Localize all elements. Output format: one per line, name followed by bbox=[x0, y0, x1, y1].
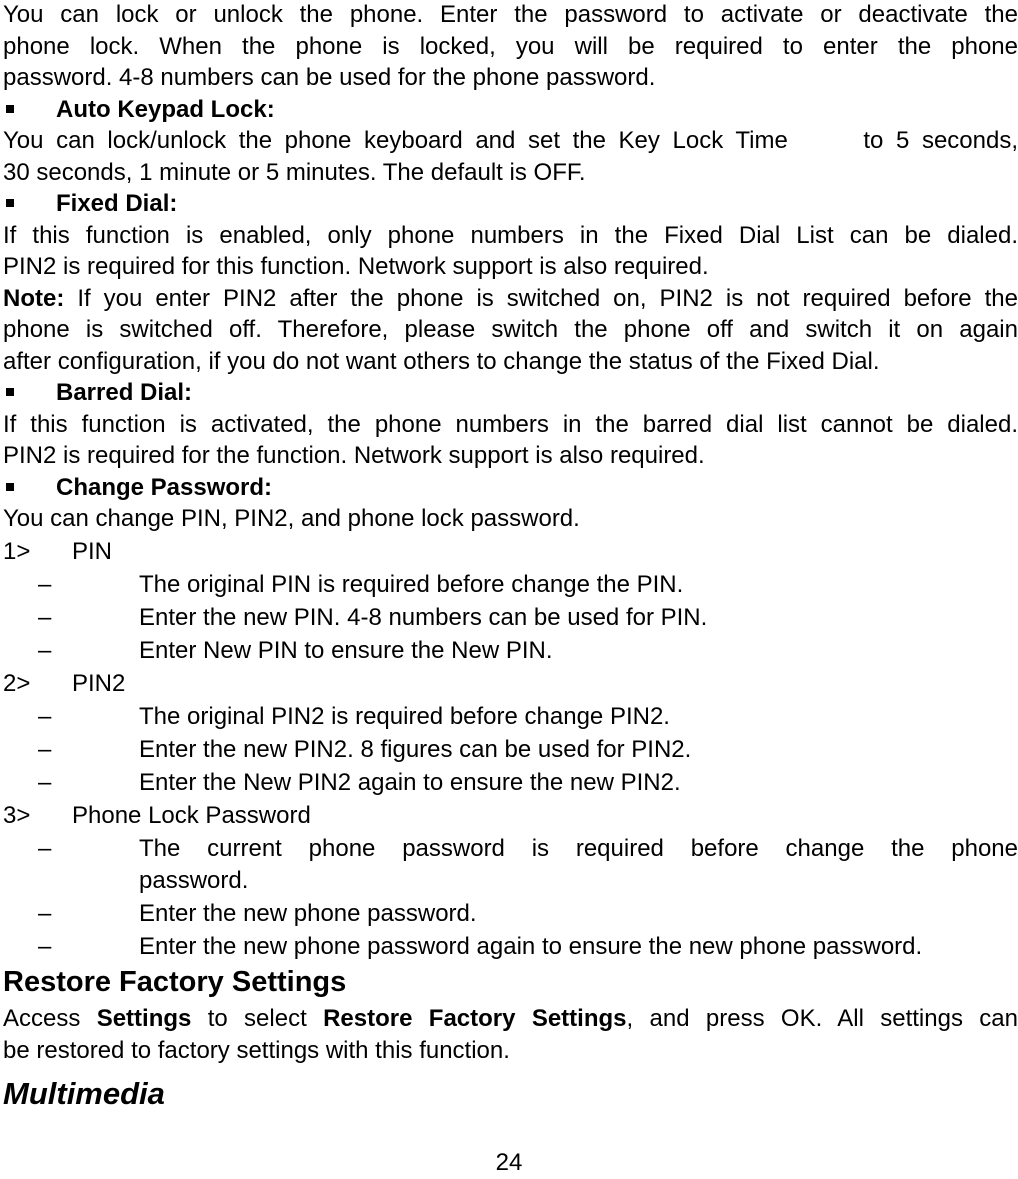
dash-bullet: – bbox=[38, 703, 52, 730]
fixed-dial-line-1: If this function is enabled, only phone numbers in the Fixed Dial List can be dialed. bbox=[3, 221, 1018, 249]
square-bullet-icon bbox=[6, 199, 14, 207]
change-password-line-1: You can change PIN, PIN2, and phone lock password. bbox=[3, 505, 580, 532]
pin2-step-1: – The original PIN2 is required before change PIN2. bbox=[3, 701, 1018, 733]
pin2-step-2: – Enter the new PIN2. 8 figures can be used for PIN2. bbox=[3, 734, 1018, 766]
dash-bullet: – bbox=[38, 769, 52, 796]
fixed-dial-note-line-1: Note: If you enter PIN2 after the phone is switched on, PIN2 is not required before the bbox=[3, 284, 1018, 312]
dash-bullet: – bbox=[38, 604, 52, 631]
fixed-dial-note-line-3: after configuration, if you do not want others to change the status of the Fixed Dial. bbox=[3, 347, 880, 375]
barred-dial-line-2: PIN2 is required for the function. Network support is also required. bbox=[3, 442, 705, 469]
list-item-pin: 1> PIN bbox=[3, 538, 113, 565]
dash-bullet: – bbox=[38, 571, 52, 598]
list-item-pin2: 2> PIN2 bbox=[3, 670, 126, 697]
list-item-phone-lock-password: 3> Phone Lock Password bbox=[3, 802, 311, 829]
pin2-step-3: – Enter the New PIN2 again to ensure the new PIN2. bbox=[3, 767, 1018, 799]
auto-keypad-line-1: You can lock/unlock the phone keyboard and set the Key Lock Time to 5 seconds, bbox=[3, 127, 1018, 154]
pin-step-1: – The original PIN is required before change the PIN. bbox=[3, 569, 1018, 601]
restore-factory-settings-heading: Restore Factory Settings bbox=[3, 966, 347, 998]
intro-line-2: phone lock. When the phone is locked, you will be required to enter the phone bbox=[3, 32, 1018, 60]
restore-factory-settings-term: Restore Factory Settings bbox=[323, 1005, 627, 1032]
dash-bullet: – bbox=[38, 932, 52, 960]
pin-step-3: – Enter New PIN to ensure the New PIN. bbox=[3, 635, 1018, 667]
restore-line-2: be restored to factory settings with this function. bbox=[3, 1036, 510, 1064]
restore-line-1: Access Settings to select Restore Factory Settings, and press OK. All settings can bbox=[3, 1005, 1018, 1032]
square-bullet-icon bbox=[6, 105, 14, 113]
pin-step-2: – Enter the new PIN. 4-8 numbers can be used for PIN. bbox=[3, 602, 1018, 634]
barred-dial-line-1: If this function is activated, the phone numbers in the barred dial list cannot be dialed. bbox=[3, 410, 1018, 438]
intro-line-3: password. 4-8 numbers can be used for the phone password. bbox=[3, 64, 656, 91]
fixed-dial-line-2: PIN2 is required for this function. Network support is also required. bbox=[3, 253, 709, 280]
fixed-dial-heading: Fixed Dial: bbox=[3, 188, 1018, 220]
square-bullet-icon bbox=[6, 388, 14, 396]
barred-dial-heading: Barred Dial: bbox=[3, 377, 1018, 409]
auto-keypad-line-2: 30 seconds, 1 minute or 5 minutes. The default is OFF. bbox=[3, 158, 586, 186]
dash-bullet: – bbox=[38, 736, 52, 763]
page-number: 24 bbox=[495, 1149, 523, 1176]
auto-keypad-heading: Auto Keypad Lock: bbox=[3, 94, 1018, 126]
change-password-heading: Change Password: bbox=[3, 472, 1018, 504]
note-label: Note: bbox=[3, 284, 65, 312]
phone-lock-step-2: – Enter the new phone password. bbox=[3, 898, 1018, 930]
dash-bullet: – bbox=[38, 835, 52, 862]
multimedia-heading: Multimedia bbox=[3, 1076, 165, 1111]
document-page bbox=[3, 0, 1018, 1114]
settings-term: Settings bbox=[96, 1005, 192, 1032]
intro-line-1: You can lock or unlock the phone. Enter the password to activate or deactivate the bbox=[3, 1, 1018, 28]
fixed-dial-note-line-2: phone is switched off. Therefore, please switch the phone off and switch it on again bbox=[3, 316, 1018, 343]
square-bullet-icon bbox=[6, 483, 14, 491]
dash-bullet: – bbox=[38, 899, 52, 927]
phone-lock-step-3: – Enter the new phone password again to ensure the new phone password. bbox=[3, 931, 1018, 963]
phone-lock-step-1: – The current phone password is required before change the phone password. bbox=[3, 833, 1018, 896]
dash-bullet: – bbox=[38, 637, 52, 664]
